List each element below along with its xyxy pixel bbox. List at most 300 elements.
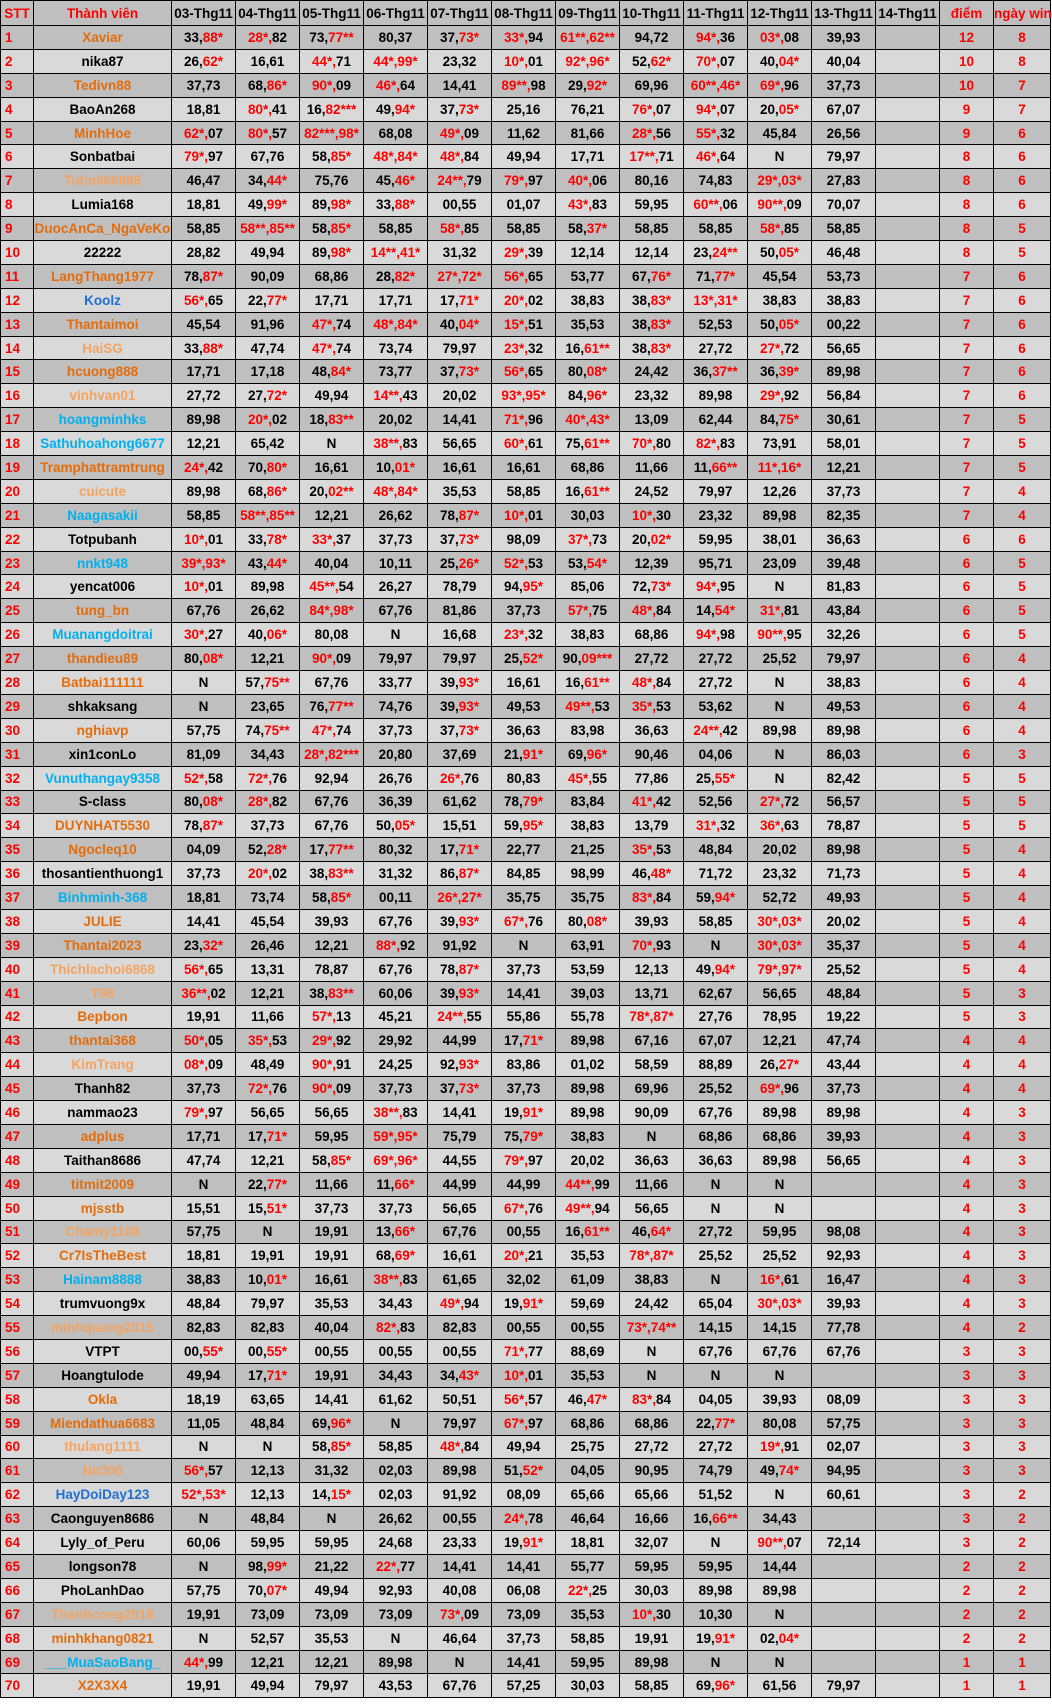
result-cell-day-12: N	[748, 145, 812, 169]
result-cell-day-03: 12,21	[172, 432, 236, 456]
result-cell-day-05: 38,83**	[300, 981, 364, 1005]
result-cell-day-06: 73,09	[364, 1602, 428, 1626]
row-stt: 69	[1, 1650, 34, 1674]
result-cell-day-14	[876, 766, 940, 790]
win-days-cell: 6	[994, 527, 1051, 551]
result-cell-day-12: 68,86	[748, 1124, 812, 1148]
result-cell-day-11: 95,71	[684, 551, 748, 575]
score-cell: 4	[940, 1268, 994, 1292]
result-cell-day-03: 18,81	[172, 1244, 236, 1268]
table-row	[1, 456, 1051, 480]
result-cell-day-04: 79,97	[236, 1292, 300, 1316]
result-cell-day-11: 71,72	[684, 862, 748, 886]
result-cell-day-12: 90**,09	[748, 193, 812, 217]
result-cell-day-06: 11,66*	[364, 1172, 428, 1196]
result-cell-day-13: 49,93	[812, 886, 876, 910]
member-name: Hainam8888	[34, 1268, 172, 1292]
win-days-cell: 1	[994, 1650, 1051, 1674]
score-cell: 8	[940, 169, 994, 193]
score-cell: 7	[940, 479, 994, 503]
result-cell-day-14	[876, 312, 940, 336]
row-stt: 65	[1, 1555, 34, 1579]
result-cell-day-07: 40,04*	[428, 312, 492, 336]
result-cell-day-06: 67,76	[364, 599, 428, 623]
result-cell-day-10: 48*,84	[620, 671, 684, 695]
result-cell-day-11: 79,97	[684, 479, 748, 503]
result-cell-day-05: 20,02**	[300, 479, 364, 503]
result-cell-day-11: 62,44	[684, 408, 748, 432]
win-days-cell: 3	[994, 1411, 1051, 1435]
result-cell-day-07: 17,71*	[428, 288, 492, 312]
member-name: mjsstb	[34, 1196, 172, 1220]
result-cell-day-13: 39,93	[812, 1292, 876, 1316]
result-cell-day-12: 29*,03*	[748, 169, 812, 193]
result-cell-day-09: 68,86	[556, 1411, 620, 1435]
result-cell-day-05: 58,85*	[300, 886, 364, 910]
result-cell-day-06: 17,71	[364, 288, 428, 312]
member-name: Thantaimoi	[34, 312, 172, 336]
result-cell-day-07: 56,65	[428, 432, 492, 456]
result-cell-day-06: 38**,83	[364, 1268, 428, 1292]
result-cell-day-13: 81,83	[812, 575, 876, 599]
result-cell-day-07: 82,83	[428, 1316, 492, 1340]
result-cell-day-12: 38,01	[748, 527, 812, 551]
result-cell-day-09: 35,53	[556, 1602, 620, 1626]
result-cell-day-10: 70*,80	[620, 432, 684, 456]
result-cell-day-11: 51,52	[684, 1483, 748, 1507]
result-cell-day-06: 14**,43	[364, 384, 428, 408]
result-cell-day-06: 67,76	[364, 957, 428, 981]
result-cell-day-04: 48,84	[236, 1507, 300, 1531]
result-cell-day-09: 40*,43*	[556, 408, 620, 432]
result-cell-day-07: 34,43*	[428, 1363, 492, 1387]
result-cell-day-07: 58*,85	[428, 217, 492, 241]
result-cell-day-14	[876, 575, 940, 599]
result-cell-day-04: 48,84	[236, 1411, 300, 1435]
member-name: nammao23	[34, 1101, 172, 1125]
result-cell-day-13: 56,65	[812, 1148, 876, 1172]
result-cell-day-10: 30,03	[620, 1578, 684, 1602]
table-row	[1, 766, 1051, 790]
result-cell-day-10: 65,66	[620, 1483, 684, 1507]
row-stt: 62	[1, 1483, 34, 1507]
result-cell-day-09: 37*,73	[556, 527, 620, 551]
member-name: minhkhang0821	[34, 1626, 172, 1650]
result-cell-day-12: 12,21	[748, 1029, 812, 1053]
result-cell-day-05: 21,22	[300, 1555, 364, 1579]
result-cell-day-13: 43,44	[812, 1053, 876, 1077]
result-cell-day-12: 20,02	[748, 838, 812, 862]
table-row	[1, 1124, 1051, 1148]
result-cell-day-08: 79*,97	[492, 1148, 556, 1172]
result-cell-day-03: 58,85	[172, 503, 236, 527]
score-cell: 5	[940, 766, 994, 790]
table-row	[1, 694, 1051, 718]
result-cell-day-14	[876, 838, 940, 862]
result-cell-day-04: 27,72*	[236, 384, 300, 408]
result-cell-day-13: 89,98	[812, 1101, 876, 1125]
header-win-days: ngày win	[994, 1, 1051, 26]
row-stt: 61	[1, 1459, 34, 1483]
result-cell-day-06: 38**,83	[364, 1101, 428, 1125]
result-cell-day-07: 00,55	[428, 1339, 492, 1363]
result-cell-day-05: 17,71	[300, 288, 364, 312]
result-cell-day-10: 90,46	[620, 742, 684, 766]
result-cell-day-05: 90*,09	[300, 647, 364, 671]
member-name: vinhvan01	[34, 384, 172, 408]
result-cell-day-14	[876, 1292, 940, 1316]
result-cell-day-12: 26,27*	[748, 1053, 812, 1077]
result-cell-day-05: 16,61	[300, 456, 364, 480]
result-cell-day-11: 13*,31*	[684, 288, 748, 312]
result-cell-day-07: 37,73*	[428, 97, 492, 121]
result-cell-day-12: 03*,08	[748, 26, 812, 50]
result-cell-day-14	[876, 671, 940, 695]
win-days-cell: 3	[994, 1196, 1051, 1220]
result-cell-day-04: 12,21	[236, 1148, 300, 1172]
result-cell-day-04: 22,77*	[236, 1172, 300, 1196]
result-cell-day-09: 38,83	[556, 814, 620, 838]
result-cell-day-05: 58,85*	[300, 1148, 364, 1172]
table-row	[1, 312, 1051, 336]
result-cell-day-12: N	[748, 671, 812, 695]
result-cell-day-03: 08*,09	[172, 1053, 236, 1077]
result-cell-day-14	[876, 503, 940, 527]
result-cell-day-05: 76,77**	[300, 694, 364, 718]
result-cell-day-06: 20,02	[364, 408, 428, 432]
table-row	[1, 814, 1051, 838]
result-cell-day-08: 56*,57	[492, 1387, 556, 1411]
table-row	[1, 1555, 1051, 1579]
result-cell-day-04: 23,65	[236, 694, 300, 718]
result-cell-day-13: 79,97	[812, 647, 876, 671]
result-cell-day-10: 27,72	[620, 1435, 684, 1459]
result-cell-day-09: 46,64	[556, 1507, 620, 1531]
result-cell-day-03: 36**,02	[172, 981, 236, 1005]
result-cell-day-03: 19,91	[172, 1674, 236, 1698]
result-cell-day-11: N	[684, 1196, 748, 1220]
result-cell-day-10: 67,16	[620, 1029, 684, 1053]
result-cell-day-08: 15*,51	[492, 312, 556, 336]
result-cell-day-03: 78,87*	[172, 264, 236, 288]
result-cell-day-09: 68,86	[556, 456, 620, 480]
result-cell-day-04: 20*,02	[236, 408, 300, 432]
table-row	[1, 26, 1051, 50]
member-name: Binhminh-368	[34, 886, 172, 910]
result-cell-day-10: 11,66	[620, 456, 684, 480]
result-cell-day-13: 26,56	[812, 121, 876, 145]
result-cell-day-12: 23,09	[748, 551, 812, 575]
result-cell-day-11: 04,06	[684, 742, 748, 766]
result-cell-day-10: 12,14	[620, 241, 684, 265]
row-stt: 2	[1, 49, 34, 73]
result-cell-day-13: 56,84	[812, 384, 876, 408]
result-cell-day-11: 27,72	[684, 1435, 748, 1459]
result-cell-day-07: 37,73*	[428, 26, 492, 50]
member-name: Chamy1108	[34, 1220, 172, 1244]
result-cell-day-03: 46,47	[172, 169, 236, 193]
score-cell: 7	[940, 264, 994, 288]
row-stt: 53	[1, 1268, 34, 1292]
result-cell-day-12: 23,32	[748, 862, 812, 886]
win-days-cell: 7	[994, 97, 1051, 121]
result-cell-day-10: 77,86	[620, 766, 684, 790]
result-cell-day-12: N	[748, 694, 812, 718]
row-stt: 40	[1, 957, 34, 981]
result-cell-day-13	[812, 1626, 876, 1650]
win-days-cell: 4	[994, 862, 1051, 886]
result-cell-day-10: 38,83	[620, 1268, 684, 1292]
result-cell-day-14	[876, 169, 940, 193]
result-cell-day-06: N	[364, 623, 428, 647]
result-cell-day-08: 67*,97	[492, 1411, 556, 1435]
win-days-cell: 6	[994, 336, 1051, 360]
result-cell-day-03: 57,75	[172, 1578, 236, 1602]
result-cell-day-03: N	[172, 1435, 236, 1459]
table-row	[1, 1459, 1051, 1483]
result-cell-day-05: 90*,91	[300, 1053, 364, 1077]
result-cell-day-13: 43,84	[812, 599, 876, 623]
result-cell-day-10: 67,76*	[620, 264, 684, 288]
result-cell-day-05: 59,95	[300, 1531, 364, 1555]
result-cell-day-09: 89,98	[556, 1101, 620, 1125]
result-cell-day-14	[876, 1172, 940, 1196]
result-cell-day-05: 18,83**	[300, 408, 364, 432]
result-cell-day-03: 78,87*	[172, 814, 236, 838]
result-cell-day-10: 72,73*	[620, 575, 684, 599]
table-row	[1, 479, 1051, 503]
result-cell-day-10: N	[620, 1363, 684, 1387]
result-cell-day-06: 89,98	[364, 1650, 428, 1674]
result-cell-day-10: 38,83*	[620, 288, 684, 312]
result-cell-day-07: 37,73*	[428, 360, 492, 384]
result-cell-day-08: 20*,02	[492, 288, 556, 312]
result-cell-day-14	[876, 718, 940, 742]
result-cell-day-11: 52,53	[684, 312, 748, 336]
result-cell-day-08: 51,52*	[492, 1459, 556, 1483]
result-cell-day-03: 52*,53*	[172, 1483, 236, 1507]
row-stt: 48	[1, 1148, 34, 1172]
result-cell-day-08: 24*,78	[492, 1507, 556, 1531]
result-cell-day-12: 30*,03*	[748, 909, 812, 933]
result-cell-day-10: 58,85	[620, 217, 684, 241]
result-cell-day-11: 55*,32	[684, 121, 748, 145]
row-stt: 37	[1, 886, 34, 910]
result-cell-day-07: 31,32	[428, 241, 492, 265]
result-cell-day-12: 89,98	[748, 503, 812, 527]
score-cell: 2	[940, 1578, 994, 1602]
result-cell-day-10: 16,66	[620, 1507, 684, 1531]
result-cell-day-07: 89,98	[428, 1459, 492, 1483]
result-cell-day-09: 75,61**	[556, 432, 620, 456]
member-name: nghiavp	[34, 718, 172, 742]
result-cell-day-08: 00,55	[492, 1316, 556, 1340]
result-cell-day-07: 78,79	[428, 575, 492, 599]
member-name: S-class	[34, 790, 172, 814]
result-cell-day-08: 16,61	[492, 456, 556, 480]
result-cell-day-08: 98,09	[492, 527, 556, 551]
table-row	[1, 623, 1051, 647]
result-cell-day-09: 16,61**	[556, 479, 620, 503]
table-row	[1, 862, 1051, 886]
result-cell-day-14	[876, 1555, 940, 1579]
result-cell-day-10: 10*,30	[620, 503, 684, 527]
member-name: DUYNHAT5530	[34, 814, 172, 838]
result-cell-day-10: 27,72	[620, 647, 684, 671]
win-days-cell: 2	[994, 1316, 1051, 1340]
member-name: ___MuaSaoBang_	[34, 1650, 172, 1674]
result-cell-day-03: 17,71	[172, 1124, 236, 1148]
result-cell-day-12: 84,75*	[748, 408, 812, 432]
member-name: Sathuhoahong6677	[34, 432, 172, 456]
result-cell-day-10: 36,63	[620, 718, 684, 742]
result-cell-day-08: 14,41	[492, 981, 556, 1005]
result-cell-day-13: 82,42	[812, 766, 876, 790]
result-cell-day-09: 29,92*	[556, 73, 620, 97]
header-day-04: 04-Thg11	[236, 1, 300, 26]
result-cell-day-09: 22*,25	[556, 1578, 620, 1602]
row-stt: 12	[1, 288, 34, 312]
result-cell-day-07: 14,41	[428, 73, 492, 97]
result-cell-day-06: 26,76	[364, 766, 428, 790]
win-days-cell: 5	[994, 456, 1051, 480]
score-cell: 4	[940, 1124, 994, 1148]
result-cell-day-06: 68,69*	[364, 1244, 428, 1268]
result-cell-day-12: 30*,03*	[748, 933, 812, 957]
row-stt: 9	[1, 217, 34, 241]
result-cell-day-04: 40,06*	[236, 623, 300, 647]
result-cell-day-13: 39,48	[812, 551, 876, 575]
result-cell-day-04: 56,65	[236, 1101, 300, 1125]
result-cell-day-13: 77,78	[812, 1316, 876, 1340]
result-cell-day-11: 82*,83	[684, 432, 748, 456]
result-cell-day-14	[876, 73, 940, 97]
result-cell-day-13: 82,35	[812, 503, 876, 527]
win-days-cell: 4	[994, 1053, 1051, 1077]
result-cell-day-10: 68,86	[620, 1411, 684, 1435]
score-cell: 1	[940, 1650, 994, 1674]
result-cell-day-06: 22*,77	[364, 1555, 428, 1579]
result-cell-day-06: 82*,83	[364, 1316, 428, 1340]
result-cell-day-08: 60*,61	[492, 432, 556, 456]
result-cell-day-06: 45,46*	[364, 169, 428, 193]
score-cell: 5	[940, 838, 994, 862]
result-cell-day-06: 48*,84*	[364, 479, 428, 503]
result-cell-day-04: 11,66	[236, 1005, 300, 1029]
result-cell-day-10: 94,72	[620, 26, 684, 50]
result-cell-day-11: 74,79	[684, 1459, 748, 1483]
result-cell-day-05: 44*,71	[300, 49, 364, 73]
score-cell: 4	[940, 1053, 994, 1077]
result-cell-day-08: 55,86	[492, 1005, 556, 1029]
result-cell-day-11: 67,07	[684, 1029, 748, 1053]
result-cell-day-13: 86,03	[812, 742, 876, 766]
result-cell-day-13: 02,07	[812, 1435, 876, 1459]
result-cell-day-10: 23,32	[620, 384, 684, 408]
result-cell-day-13: 25,52	[812, 957, 876, 981]
score-cell: 3	[940, 1459, 994, 1483]
result-cell-day-06: 50,05*	[364, 814, 428, 838]
result-cell-day-03: 24*,42	[172, 456, 236, 480]
result-cell-day-06: 48*,84*	[364, 312, 428, 336]
result-cell-day-11: 94*,98	[684, 623, 748, 647]
row-stt: 17	[1, 408, 34, 432]
row-stt: 19	[1, 456, 34, 480]
result-cell-day-06: 31,32	[364, 862, 428, 886]
result-cell-day-09: 83,98	[556, 718, 620, 742]
table-row	[1, 886, 1051, 910]
table-row	[1, 1578, 1051, 1602]
result-cell-day-09: 16,61**	[556, 336, 620, 360]
result-cell-day-07: 14,41	[428, 1101, 492, 1125]
result-cell-day-08: 10*,01	[492, 503, 556, 527]
result-cell-day-14	[876, 527, 940, 551]
win-days-cell: 3	[994, 1124, 1051, 1148]
table-row	[1, 1148, 1051, 1172]
result-cell-day-03: 47,74	[172, 1148, 236, 1172]
result-cell-day-03: 48,84	[172, 1292, 236, 1316]
result-cell-day-12: N	[748, 1483, 812, 1507]
result-cell-day-08: 19,91*	[492, 1292, 556, 1316]
result-cell-day-05: 79,97	[300, 1674, 364, 1698]
table-row	[1, 1531, 1051, 1555]
win-days-cell: 6	[994, 145, 1051, 169]
result-cell-day-12: 50,05*	[748, 241, 812, 265]
result-cell-day-09: 46,47*	[556, 1387, 620, 1411]
row-stt: 13	[1, 312, 34, 336]
row-stt: 49	[1, 1172, 34, 1196]
result-cell-day-08: 94,95*	[492, 575, 556, 599]
result-cell-day-03: 57,75	[172, 718, 236, 742]
result-cell-day-10: 38,83*	[620, 336, 684, 360]
result-cell-day-14	[876, 1196, 940, 1220]
member-name: Totpubanh	[34, 527, 172, 551]
result-cell-day-14	[876, 1435, 940, 1459]
result-cell-day-06: 33,77	[364, 671, 428, 695]
result-cell-day-10: 13,09	[620, 408, 684, 432]
result-cell-day-14	[876, 886, 940, 910]
row-stt: 26	[1, 623, 34, 647]
result-cell-day-07: 20,02	[428, 384, 492, 408]
result-cell-day-06: 58,85	[364, 1435, 428, 1459]
result-cell-day-05: 58,85*	[300, 217, 364, 241]
result-cell-day-08: 44,99	[492, 1172, 556, 1196]
result-cell-day-09: 83,84	[556, 790, 620, 814]
result-cell-day-12: 39,93	[748, 1387, 812, 1411]
result-cell-day-07: 14,41	[428, 1555, 492, 1579]
result-cell-day-13: 27,83	[812, 169, 876, 193]
result-cell-day-08: 89**,98	[492, 73, 556, 97]
result-cell-day-11: 22,77*	[684, 1411, 748, 1435]
result-cell-day-12: 89,98	[748, 1148, 812, 1172]
result-cell-day-09: 53,59	[556, 957, 620, 981]
table-row	[1, 288, 1051, 312]
table-row	[1, 49, 1051, 73]
result-cell-day-04: 45,54	[236, 909, 300, 933]
win-days-cell: 4	[994, 909, 1051, 933]
result-cell-day-08: 80,83	[492, 766, 556, 790]
result-cell-day-04: 49,94	[236, 241, 300, 265]
member-name: Thantai2023	[34, 933, 172, 957]
member-name: PhoLanhDao	[34, 1578, 172, 1602]
result-cell-day-10: 80,16	[620, 169, 684, 193]
member-name: MinhHoe	[34, 121, 172, 145]
result-cell-day-04: 49,94	[236, 1674, 300, 1698]
table-row	[1, 527, 1051, 551]
result-cell-day-05: 57*,13	[300, 1005, 364, 1029]
result-cell-day-11: 27,72	[684, 671, 748, 695]
result-cell-day-11: 27,72	[684, 647, 748, 671]
